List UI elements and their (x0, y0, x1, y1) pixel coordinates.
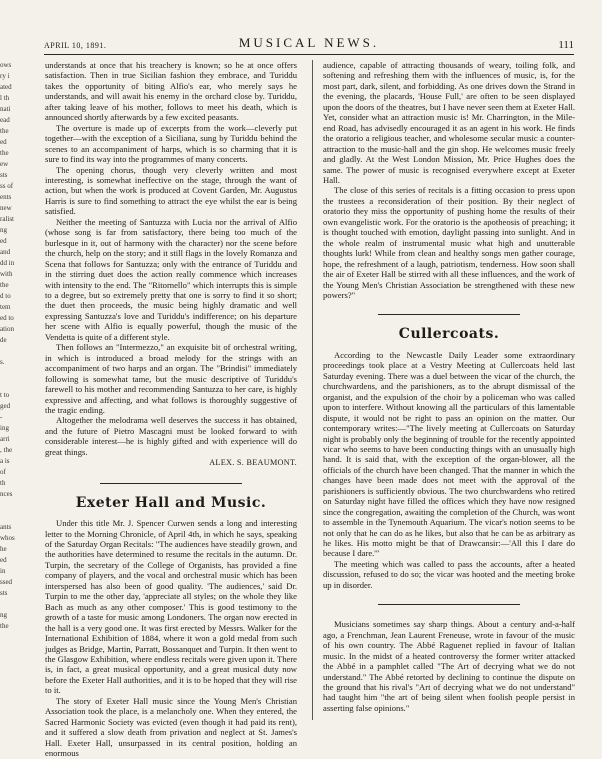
gutter-fragment: ows (0, 61, 12, 69)
gutter-fragment: ead (0, 116, 10, 124)
page-header (44, 32, 574, 55)
page-number: 111 (558, 39, 574, 51)
gutter-fragment: whos (0, 534, 15, 542)
article-paragraph: Altogether the melodrama well deserves the success it has obtained, and the future of Pietro Mascagni must be looked forward to with considerable interest—he is highly gifted and with experience will do great things. (45, 415, 297, 457)
gutter-fragment: ssed (0, 578, 13, 586)
column-divider (312, 60, 313, 720)
section-rule (100, 483, 242, 484)
article-paragraph: According to the Newcastle Daily Leader some extraordinary proceedings took place at a Vestry Meeting at Cullercoats held last Saturday evening. There was a duel between the vicar of the church, the churchwardens, and the parishioners, as to the abrupt dismissal of the organist, and the expulsion of the choir by a policeman who was called upon to interfere. Without knowing all the particulars of this lamentable dispute, it would not be right to pass an opinion on the matter. Our contemporary writes:—"The lively meeting at Cullercoats on Saturday night is probably only the beginning of trouble for the recently appointed vicar who seems to have been conducting things with an unusually high hand. It is said that, with the exception of the organ-blower, all the officials of the church have been changed. That the manner in which the changes have been made does not meet with the approval of the parishioners is sufficiently obvious. The two churchwardens who retired on Saturday night have filled the offices which they have now resigned since the congregation, awaiting the completion of the Church, was wont to assemble in the Tynemouth Aquarium. The vicar's notion seems to be not only that he can do as he likes, but also that he can be as arbitrary as he likes. His motto might be that of Drawcansir:—'All this I dare do because I dare.'" (323, 349, 575, 559)
gutter-fragment: new (0, 204, 12, 212)
gutter-fragment (0, 511, 13, 522)
gutter-fragment: the (0, 622, 9, 630)
gutter-fragment: tem (0, 303, 11, 311)
author-signature: ALEX. S. BEAUMONT. (209, 458, 297, 468)
gutter-fragment: ed (0, 556, 7, 564)
issue-date: APRIL 10, 1891. (44, 41, 107, 50)
gutter-fragment: s. (0, 358, 5, 366)
gutter-fragment: dd in (0, 259, 15, 267)
gutter-fragment: nati (0, 105, 11, 113)
gutter-fragment: the (0, 281, 9, 289)
gutter-fragment (0, 379, 13, 390)
gutter-fragment: t to (0, 391, 10, 399)
adjacent-page-fragment (0, 60, 13, 700)
article-paragraph: Then follows an "Intermezzo," an exquisite bit of orchestral writing, in which is introduced a broad melody for the strings with an accompaniment of two harps and an organ. The "Brindisi" immediately following is somewhat tame, but the music descriptive of Turiddu's farewell to his mother and recommending Santuzza to her care, is highly expressive and affecting, and what follows is thoroughly suggestive of the tragic ending. (45, 342, 297, 415)
gutter-fragment: l th (0, 94, 10, 102)
article-paragraph: The opening chorus, though very cleverly written and most interesting, is somewhat ineffective on the stage, through the want of action, but when the work is produced at Covent Garden, Mr. Augustus Harris is sure to find something to attract the eye whilst the ear is being satisfied. (45, 164, 297, 217)
gutter-fragment: ents (0, 193, 12, 201)
gutter-fragment: of (0, 468, 6, 476)
gutter-fragment: de (0, 336, 7, 344)
left-column (45, 60, 297, 759)
gutter-fragment: ation (0, 325, 14, 333)
section-heading-exeter-hall: Exeter Hall and Music. (75, 494, 267, 511)
gutter-fragment: ated (0, 83, 12, 91)
gutter-fragment: ss of (0, 182, 14, 190)
article-paragraph: Under this title Mr. J. Spencer Curwen sends a long and interesting letter to the Morning Chronicle, of April 4th, in which he says, speaking of the Saturday Organ Recitals: "The audiences have steadily grown, and the authorities have determined to resume the recitals in the autumn. Dr. Turpin, the secretary of the College of Organists, has provided a fine company of players, and the vocal and orchestral music which has been interspersed has also been of good quality. 'The audiences,' said Dr. Turpin to me the other day, 'appreciate all styles; on the whole they like Bach as much as any other composer.' This is good testimony to the growth of a taste for music among Londoners. The organ now erected in the hall is a very good one. It was first erected by Messrs. Walker for the International Exhibition of 1884, where it won a gold medal from such judges as Bridge, Martin, Parratt, Bossanquet and Turpin. It then went to the Glasgow Exhibition, where endless recitals were given upon it. There is, in fact, a great musical opportunity, and a great musical duty now before the Exeter Hall authorities, and it is to be hoped that they will rise to it. (45, 518, 297, 696)
publication-title: MUSICAL NEWS. (238, 35, 380, 50)
gutter-fragment: sts (0, 171, 8, 179)
gutter-fragment: the (0, 127, 9, 135)
gutter-fragment: , the (0, 446, 13, 454)
gutter-fragment: ed (0, 138, 7, 146)
gutter-fragment: ew (0, 160, 9, 168)
gutter-fragment (0, 599, 13, 610)
gutter-fragment (0, 346, 13, 357)
gutter-fragment: ged (0, 402, 11, 410)
gutter-fragment: ralist (0, 215, 14, 223)
gutter-fragment: ants (0, 523, 12, 531)
article-paragraph: understands at once that his treachery is known; so he at once offers satisfaction. Then in true Sicilian fashion they embrace, and Turiddu takes the opportunity of biting Alfio's ear, who merely says he understands, and will await his enemy in the orchard close by. Turiddu, after taking leave of his mother, follows to meet his death, which is announced shortly afterwards by a few excited peasants. (45, 60, 297, 123)
gutter-fragment: - (0, 413, 3, 421)
article-paragraph: audience, capable of attracting thousands of weary, toiling folk, and softening and refreshing them with the influences of music, is, for the most part, dark, silent, and forbidding. As one drives down the Strand in the evening, the placards, 'House Full,' are often to be seen displayed upon the doors of the theatres, but I have never seen them at Exeter Hall. Yet, consider what an attraction music is! Mr. Charrington, in the Mile-end Road, has advisedly encouraged it as an agent in his work. He finds the oratorio a religious teacher, and wholesome secular music a counter-attraction to the music-hall and the gin shop. He welcomes music freely and gladly. At the West London Mission, Mr. Price Hughes does the same. The power of music is recognised everywhere except at Exeter Hall. (323, 60, 575, 185)
gutter-fragment: and (0, 248, 11, 256)
gutter-fragment: sts (0, 589, 8, 597)
gutter-fragment: d to (0, 292, 11, 300)
article-paragraph: The story of Exeter Hall music since the Young Men's Christian Association took the place, is a melancholy one. When they entered, the Sacred Harmonic Society was evicted (even though it had paid its rent), and it suffered a slow death from privation and neglect at St. James's Hall. Exeter Hall, unsurpassed in its central position, holding an enormous (45, 695, 297, 759)
gutter-fragment: ed (0, 237, 7, 245)
article-paragraph: The overture is made up of excerpts from the work—cleverly put together—with the exception of a Siciliana, sung by Turiddu behind the scenes to an accompaniment of harps, which is so charming that it is sure to find its way into the programmes of many concerts. (45, 122, 297, 165)
gutter-fragment: arri (0, 435, 10, 443)
gutter-fragment: in (0, 567, 6, 575)
article-paragraph: Neither the meeting of Santuzza with Lucia nor the arrival of Alfio (whose song is far from satisfactory, there being too much of the burlesque in it, out of harmony with the character) nor the scene before the church, help on the story; and it still flags in the lovely Romanza and Scena that follows for Santuzza; only with the entrance of Turiddu and in the stirring duet does the action really commence which increases with intensity to the end. The "Ritornello" which interrupts this is simple to a degree, but so extremely pretty that one is sorry to find it so short; the duet then proceeds, the music being highly dramatic and well expressing Santuzza's love and Turiddu's indifference; on his departure her scene with Alfio is equally powerful, though the music of the Vendetta is quite of a different style. (45, 216, 297, 342)
right-column (323, 60, 575, 713)
gutter-fragment: ng (0, 611, 7, 619)
gutter-fragment: with (0, 270, 13, 278)
section-heading-cullercoats: Cullercoats. (398, 326, 500, 343)
gutter-fragment: the (0, 149, 9, 157)
gutter-fragment: a is (0, 457, 10, 465)
gutter-fragment: nces (0, 490, 13, 498)
section-rule (378, 604, 520, 605)
article-paragraph: The meeting which was called to pass the accounts, after a heated discussion, refused to do so; the vicar was hooted and the meeting broke up in disorder. (323, 558, 575, 590)
gutter-fragment (0, 500, 13, 511)
gutter-fragment: he (0, 545, 7, 553)
gutter-fragment (0, 368, 13, 379)
gutter-fragment: ng (0, 226, 7, 234)
section-rule (378, 314, 520, 315)
gutter-fragment: th (0, 479, 6, 487)
gutter-fragment: ry i (0, 72, 10, 80)
gutter-fragment: ed to (0, 314, 14, 322)
gutter-fragment: ing (0, 424, 9, 432)
article-paragraph: Musicians sometimes say sharp things. About a century and-a-half ago, a Frenchman, Jean Laurent Freneuse, wrote in favour of the music of his own country. The Abbé Raguenet replied in favour of Italian music. In the midst of a heated controversy the former writer attacked the Abbé in a pamphlet called "The Art of decrying what we do not understand." The Abbé retorted by declining to continue the dispute on the ground that his rival's "Art of decrying what we do not understand" had taught him "the art of being silent when foolish people persist in asserting false opinions." (323, 619, 575, 713)
article-paragraph: The close of this series of recitals is a fitting occasion to press upon the trustees a reconsideration of their position. By their neglect of oratorio they miss the opportunity of pushing home the results of their own evangelistic work. For the oratorio is the apotheosis of preaching; it is thought touched with emotion, daylight passing into sunlight. And in the whole realm of instrumental music what high and unutterable thoughts lurk! While from clean and healthy songs men gather courage, hope, the refreshment of a laugh, patriotism, tenderness. How soon shall the air of Exeter Hall be stirred with all these influences, and the work of the Young Men's Christian Association be strengthened with these new powers?" (323, 185, 575, 300)
